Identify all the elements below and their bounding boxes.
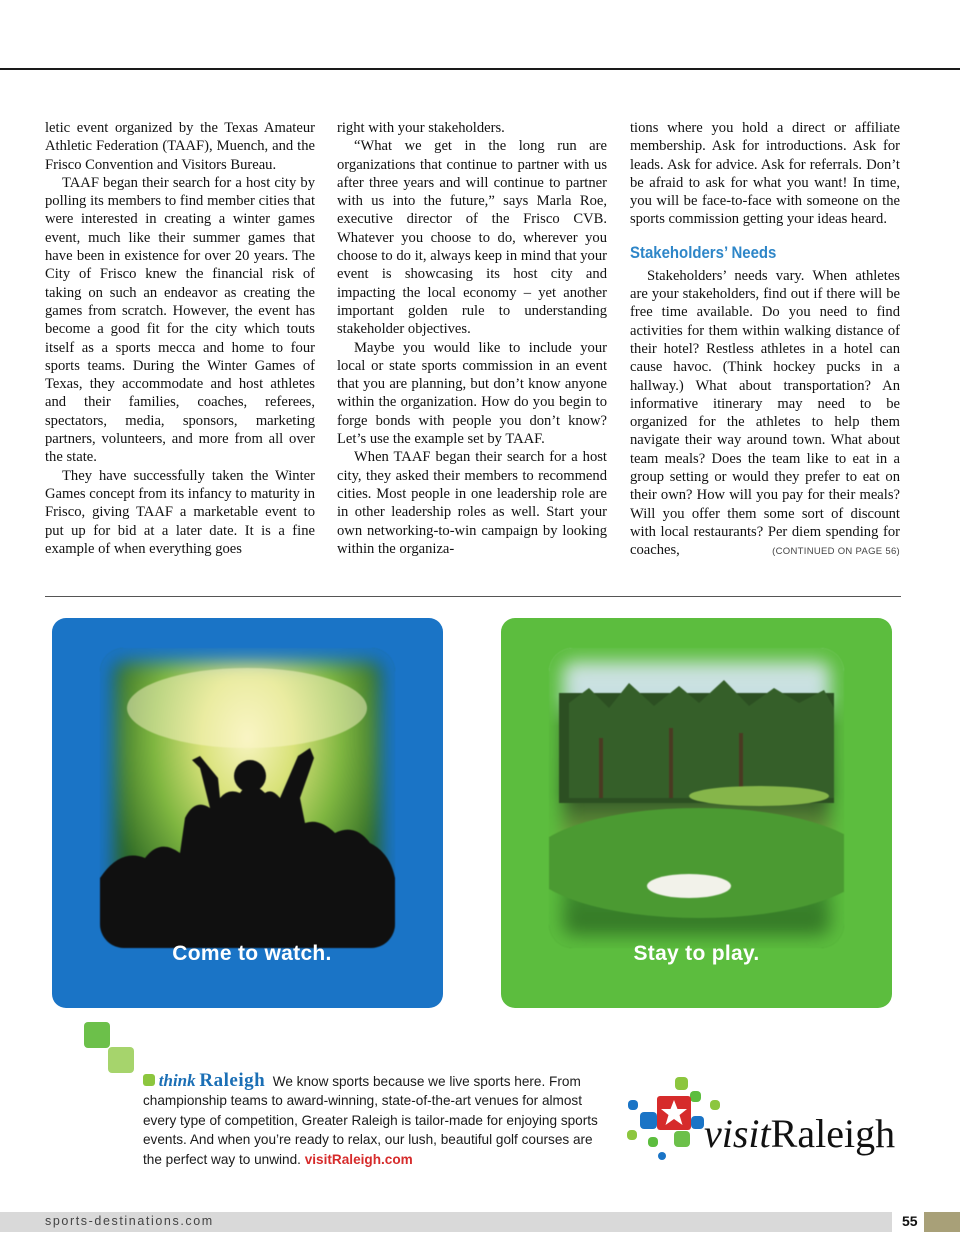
bullet-square-icon	[143, 1074, 155, 1086]
article-column-1	[45, 119, 315, 558]
section-divider	[45, 596, 901, 597]
logo-square-icon	[648, 1137, 658, 1147]
logo-square-icon	[628, 1100, 638, 1110]
paragraph: When TAAF began their search for a host city, they asked their members to recommend cities. Most people in one leadership role are in other leadership roles as well. Start your own networking-to-win campaign by looking within the organiza-	[337, 449, 607, 557]
paragraph-text: Stakeholders’ needs vary. When athletes are your stakeholders, find out if there will be free time available. Do you need to find activities for them within walking distance of their hotel? Restless athletes in a hotel can cause havoc. (Think hockey pucks in a hallway.) What about transportation? An informative itinerary may need to be organized for the athletes to help them navigate their way around town. What about team meals? Does the team like to eat in a group setting or would they prefer to eat on their own? How will you pay for their meals? Will you offer them some sort of discount with local restaurants? Per diem spending for coaches,	[630, 267, 900, 559]
ad-body-text: We know sports because we live sports here. From championship teams to award-winning, state-of-the-art venues for almost every type of competition, Greater Raleigh is tailor-made for enjoying sports events. And when you’re ready to relax, our lush, beautiful golf courses are the perfect way to unwind.	[143, 1074, 598, 1167]
ad-caption-left: Come to watch.	[172, 942, 332, 965]
paragraph	[630, 267, 900, 560]
logo-square-icon	[658, 1152, 666, 1160]
ad-caption-right: Stay to play.	[633, 942, 760, 965]
page-number: 55	[902, 1213, 918, 1229]
paragraph: Maybe you would like to include your local or state sports commission in an event that you are planning, but don’t know anyone within the organization. How do you begin to forge bonds with people you don’t know? Let’s use the example set by TAAF.	[337, 339, 607, 448]
footer-url: sports-destinations.com	[45, 1214, 214, 1228]
green-square-icon	[84, 1022, 110, 1048]
fan-silhouette-image	[100, 648, 395, 948]
section-heading: Stakeholders’ Needs	[630, 242, 777, 262]
light-green-square-icon	[108, 1047, 134, 1073]
ad-url-link[interactable]: visitRaleigh.com	[304, 1151, 413, 1167]
golf-course-photo	[549, 648, 844, 948]
article-column-3	[630, 119, 900, 562]
logo-raleigh: Raleigh	[770, 1111, 896, 1156]
continued-note: (CONTINUED ON PAGE 56)	[772, 546, 900, 558]
ad-body	[143, 1071, 605, 1169]
golf-course-image	[549, 648, 844, 948]
paragraph: “What we get in the long run are organizations that continue to partner with us after three years and will continue to partner with us into the future,” says Marla Roe, executive director of the Frisco CVB. Whatever you choose to do, wherever you choose to do it, always keep in mind that your event is showcasing its host city and impacting the local economy – yet another important golden rule to understanding stakeholder objectives.	[337, 138, 607, 338]
raleigh-word: Raleigh	[199, 1070, 266, 1091]
paragraph: right with your stakeholders.	[337, 120, 505, 136]
top-rule	[0, 68, 960, 70]
logo-square-icon	[690, 1091, 701, 1102]
star-square-icon	[657, 1096, 691, 1130]
logo-square-icon	[674, 1131, 690, 1147]
think-word: think	[158, 1071, 196, 1090]
paragraph: letic event organized by the Texas Amateur Athletic Federation (TAAF), Muench, and the Frisco Convention and Visitors Bureau.	[45, 120, 315, 173]
logo-square-icon	[691, 1116, 704, 1129]
stadium-fan-photo	[100, 648, 395, 948]
page-tab	[924, 1212, 960, 1232]
logo-square-icon	[627, 1130, 637, 1140]
ad-panel-play	[501, 618, 892, 1008]
paragraph: TAAF began their search for a host city by polling its members to find member cities that were interested in creating a winter games event, much like their summer games that have been in existence for over 20 years. The City of Frisco knew the financial risk of taking on such an endeavor as creating the games from scratch. However, the event has become a good fit for the city which touts itself as a sports mecca and home to four sports teams. During the Winter Games of Texas, they accommodate and host athletes and their families, coaches, referees, spectators, media, sponsors, marketing partners, volunteers, and more from all over the state.	[45, 174, 315, 466]
paragraph: They have successfully taken the Winter Games concept from its infancy to maturity in Frisco, giving TAAF a marketable event to put up for bid at a later date. It is a fine example of when everything goes	[45, 467, 315, 557]
logo-wordmark	[704, 1110, 895, 1157]
logo-square-icon	[675, 1077, 688, 1090]
ad-panel-watch	[52, 618, 443, 1008]
article-column-2	[337, 119, 607, 558]
paragraph: tions where you hold a direct or affiliate membership. Ask for introductions. Ask for leads. Ask for advice. Ask for referrals. Don’t be afraid to ask for what you want! In time, you will be face-to-face with someone on the sports commission getting your ideas heard.	[630, 120, 900, 228]
logo-visit: visit	[704, 1111, 771, 1156]
logo-square-icon	[640, 1112, 657, 1129]
logo-square-icon	[710, 1100, 720, 1110]
